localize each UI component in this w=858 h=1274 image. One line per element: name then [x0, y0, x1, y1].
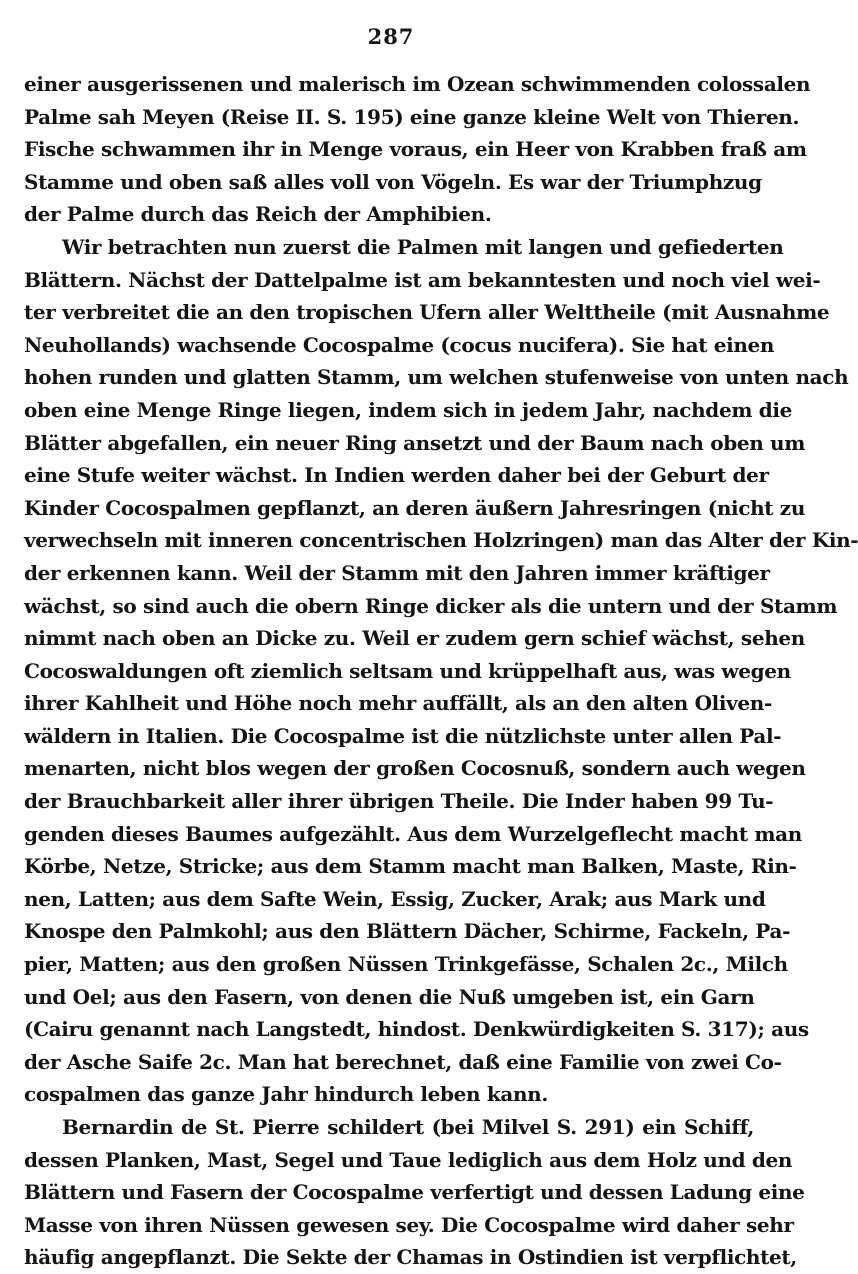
- text-line: Blättern. Nächst der Dattelpalme ist am bekanntesten und noch viel wei-: [24, 267, 821, 292]
- paragraph-start-line: Bernardin de St. Pierre schildert (bei Milvel S. 291) ein Schiff,: [62, 1115, 754, 1139]
- text-line: Knospe den Palmkohl; aus den Blättern Dächer, Schirme, Fackeln, Pa-: [24, 919, 791, 944]
- text-line: der Palme durch das Reich der Amphibien.: [24, 202, 492, 227]
- text-line: pier, Matten; aus den großen Nüssen Trinkgefässe, Schalen 2c., Milch: [24, 952, 788, 977]
- text-line: genden dieses Baumes aufgezählt. Aus dem Wurzelgeflecht macht man: [24, 821, 802, 846]
- text-line: Blättern und Fasern der Cocospalme verfertigt und dessen Ladung eine: [24, 1180, 805, 1205]
- text-line: Stamme und oben saß alles voll von Vögeln. Es war der Triumphzug: [24, 169, 762, 194]
- body-text: [24, 68, 858, 1274]
- text-line: der Brauchbarkeit aller ihrer übrigen Theile. Die Inder haben 99 Tu-: [24, 789, 774, 814]
- text-line: hohen runden und glatten Stamm, um welchen stufenweise von unten nach: [24, 365, 849, 390]
- text-line: der erkennen kann. Weil der Stamm mit den Jahren immer kräftiger: [24, 560, 770, 585]
- text-line: nen, Latten; aus dem Safte Wein, Essig, Zucker, Arak; aus Mark und: [24, 886, 766, 911]
- text-line: häufig angepflanzt. Die Sekte der Chamas in Ostindien ist verpflichtet,: [24, 1245, 797, 1270]
- text-line: menarten, nicht blos wegen der großen Cocosnuß, sondern auch wegen: [24, 756, 806, 781]
- text-line: Körbe, Netze, Stricke; aus dem Stamm macht man Balken, Maste, Rin-: [24, 854, 797, 879]
- text-line: einer ausgerissenen und malerisch im Ozean schwimmenden colossalen: [24, 72, 811, 96]
- text-line: Blätter abgefallen, ein neuer Ring ansetzt und der Baum nach oben um: [24, 430, 806, 455]
- page-number: 287: [367, 24, 415, 49]
- text-line: ihrer Kahlheit und Höhe noch mehr auffällt, als an den alten Oliven-: [24, 691, 772, 716]
- text-line: wäldern in Italien. Die Cocospalme ist die nützlichste unter allen Pal-: [24, 723, 782, 748]
- text-line: cospalmen das ganze Jahr hindurch leben kann.: [24, 1082, 548, 1107]
- text-line: Fische schwammen ihr in Menge voraus, ein Heer von Krabben fraß am: [24, 137, 807, 162]
- text-line: der Asche Saife 2c. Man hat berechnet, daß eine Familie von zwei Co-: [24, 1049, 782, 1074]
- text-line: Palme sah Meyen (Reise II. S. 195) eine ganze kleine Welt von Thieren.: [24, 104, 800, 129]
- text-line: Masse von ihren Nüssen gewesen sey. Die Cocospalme wird daher sehr: [24, 1212, 794, 1237]
- text-line: verwechseln mit inneren concentrischen Holzringen) man das Alter der Kin-: [24, 528, 858, 553]
- text-line: Neuhollands) wachsende Cocospalme (cocus nucifera). Sie hat einen: [24, 332, 775, 357]
- paragraph-start-line: Wir betrachten nun zuerst die Palmen mit langen und gefiederten: [62, 234, 784, 259]
- text-line: (Cairu genannt nach Langstedt, hindost. Denkwürdigkeiten S. 317); aus: [24, 1017, 809, 1042]
- text-line: dessen Planken, Mast, Segel und Taue lediglich aus dem Holz und den: [24, 1147, 793, 1172]
- text-line: wächst, so sind auch die obern Ringe dicker als die untern und der Stamm: [24, 593, 838, 618]
- text-line: nimmt nach oben an Dicke zu. Weil er zudem gern schief wächst, sehen: [24, 626, 805, 651]
- text-line: Kinder Cocospalmen gepflanzt, an deren äußern Jahresringen (nicht zu: [24, 495, 806, 520]
- text-line: eine Stufe weiter wächst. In Indien werden daher bei der Geburt der: [24, 463, 769, 488]
- text-line: ter verbreitet die an den tropischen Ufern aller Welttheile (mit Ausnahme: [24, 300, 830, 325]
- text-line: oben eine Menge Ringe liegen, indem sich in jedem Jahr, nachdem die: [24, 397, 792, 422]
- text-line: und Oel; aus den Fasern, von denen die Nuß umgeben ist, ein Garn: [24, 984, 755, 1009]
- text-line: Cocoswaldungen oft ziemlich seltsam und krüppelhaft aus, was wegen: [24, 658, 791, 683]
